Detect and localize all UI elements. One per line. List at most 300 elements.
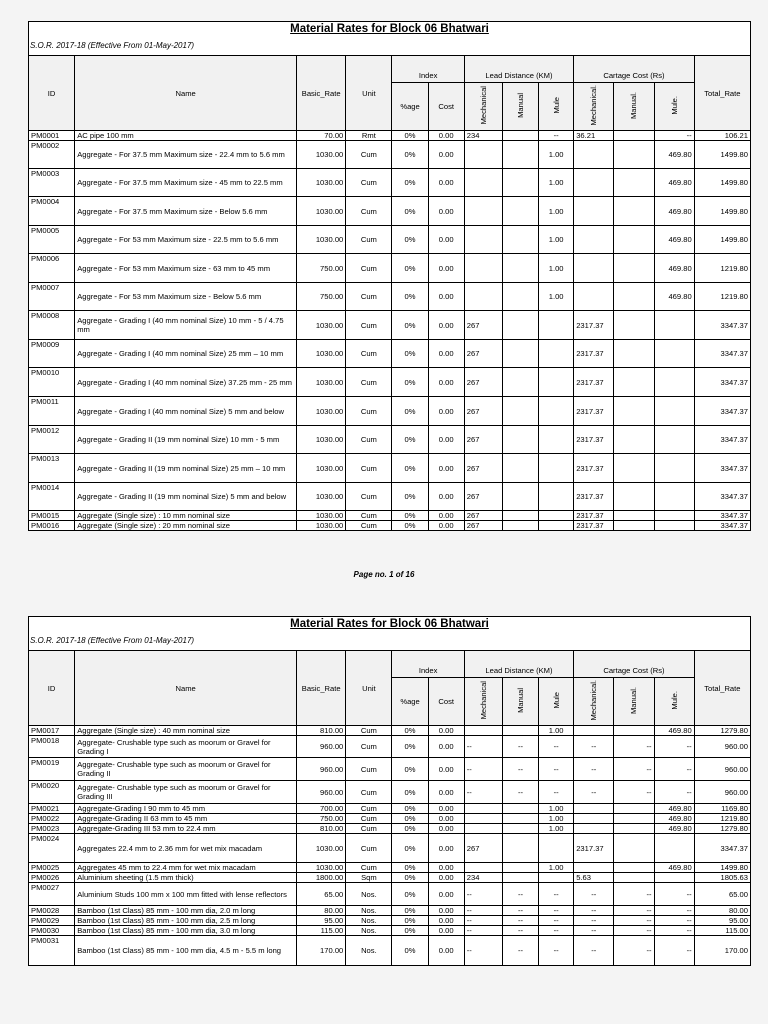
cell-unit: Cum (346, 781, 392, 804)
cell-percentage: 0% (392, 863, 428, 873)
cell-cartage-mule: -- (654, 926, 694, 936)
cell-cartage-mechanical: -- (574, 758, 614, 781)
cell-percentage: 0% (392, 834, 428, 863)
col-cartage-mule: Mule. (654, 83, 694, 131)
cell-unit: Nos. (346, 936, 392, 966)
cell-lead-mule (539, 454, 574, 483)
cell-basic-rate: 1030.00 (297, 311, 346, 340)
cell-id: PM0005 (29, 226, 75, 254)
cell-cartage-mechanical (574, 283, 614, 311)
cell-lead-mule: 1.00 (539, 141, 574, 169)
cell-id: PM0001 (29, 131, 75, 141)
cell-lead-mechanical: -- (464, 736, 502, 758)
cell-lead-mechanical (464, 726, 502, 736)
cell-name: Aggregates 45 mm to 22.4 mm for wet mix macadam (75, 863, 297, 873)
sor-note: S.O.R. 2017-18 (Effective From 01-May-2017) (30, 41, 195, 50)
cell-cartage-mule (654, 426, 694, 454)
cell-id: PM0011 (29, 397, 75, 426)
table-row (29, 906, 751, 916)
cell-basic-rate: 70.00 (297, 131, 346, 141)
cell-lead-mechanical: 234 (464, 873, 502, 883)
cell-lead-mechanical: -- (464, 926, 502, 936)
cell-cartage-mechanical: 2317.37 (574, 340, 614, 368)
col-basic-rate: Basic_Rate (297, 56, 346, 131)
cell-total-rate: 80.00 (694, 906, 750, 916)
cell-cartage-mule: 469.80 (654, 863, 694, 873)
cell-lead-mechanical (464, 863, 502, 873)
cell-lead-manual (502, 141, 538, 169)
cell-total-rate: 1805.63 (694, 873, 750, 883)
cell-total-rate: 3347.37 (694, 483, 750, 511)
cell-cartage-mule: -- (654, 936, 694, 966)
cell-lead-manual: -- (502, 758, 538, 781)
cell-id: PM0017 (29, 726, 75, 736)
cell-total-rate: 1499.80 (694, 863, 750, 873)
cell-cartage-mechanical (574, 804, 614, 814)
cell-lead-mechanical: 267 (464, 511, 502, 521)
cell-cartage-manual (614, 340, 654, 368)
cell-cartage-mule: -- (654, 906, 694, 916)
cell-cartage-manual (614, 804, 654, 814)
table-row (29, 141, 751, 169)
table-row (29, 521, 751, 531)
cell-cost: 0.00 (428, 131, 464, 141)
cell-id: PM0010 (29, 368, 75, 397)
cell-name: Aggregate - Grading II (19 mm nominal Size) 5 mm and below (75, 483, 297, 511)
col-percentage: %age (392, 678, 428, 726)
cell-basic-rate: 960.00 (297, 781, 346, 804)
cell-cost: 0.00 (428, 197, 464, 226)
cell-basic-rate: 1030.00 (297, 340, 346, 368)
cell-cartage-mule: -- (654, 916, 694, 926)
cell-lead-manual (502, 397, 538, 426)
cell-lead-mechanical: 267 (464, 834, 502, 863)
cell-lead-mechanical: 267 (464, 368, 502, 397)
cell-cost: 0.00 (428, 397, 464, 426)
cell-cartage-mechanical (574, 726, 614, 736)
cell-basic-rate: 1030.00 (297, 368, 346, 397)
cell-lead-mule: -- (539, 736, 574, 758)
cell-name: Aggregate - Grading I (40 mm nominal Size) 5 mm and below (75, 397, 297, 426)
col-id: ID (29, 56, 75, 131)
cell-cartage-manual: -- (614, 926, 654, 936)
group-index: Index (392, 651, 464, 678)
cell-lead-manual (502, 511, 538, 521)
cell-id: PM0028 (29, 906, 75, 916)
cell-cartage-manual (614, 397, 654, 426)
group-cartage-cost: Cartage Cost (Rs) (574, 56, 694, 83)
table-row (29, 226, 751, 254)
cell-lead-mule (539, 340, 574, 368)
col-cartage-manual: Manual. (614, 678, 654, 726)
cell-lead-manual: -- (502, 883, 538, 906)
cell-cartage-mule: 469.80 (654, 726, 694, 736)
cell-lead-manual (502, 368, 538, 397)
col-cartage-manual: Manual. (614, 83, 654, 131)
cell-lead-mechanical: 267 (464, 397, 502, 426)
cell-unit: Cum (346, 197, 392, 226)
cell-basic-rate: 810.00 (297, 726, 346, 736)
cell-unit: Cum (346, 726, 392, 736)
cell-cartage-mechanical: -- (574, 781, 614, 804)
cell-id: PM0025 (29, 863, 75, 873)
table-row (29, 511, 751, 521)
cell-percentage: 0% (392, 311, 428, 340)
cell-cost: 0.00 (428, 726, 464, 736)
table-row (29, 311, 751, 340)
table-row (29, 368, 751, 397)
cell-total-rate: 1499.80 (694, 197, 750, 226)
cell-basic-rate: 1030.00 (297, 834, 346, 863)
cell-lead-mule: 1.00 (539, 824, 574, 834)
cell-name: Bamboo (1st Class) 85 mm - 100 mm dia, 2.5 m long (75, 916, 297, 926)
cell-lead-mechanical: -- (464, 906, 502, 916)
cell-cartage-mechanical: 2317.37 (574, 521, 614, 531)
cell-basic-rate: 750.00 (297, 283, 346, 311)
cell-cartage-mule: -- (654, 883, 694, 906)
cell-lead-mule: 1.00 (539, 226, 574, 254)
cell-percentage: 0% (392, 883, 428, 906)
cell-basic-rate: 1030.00 (297, 397, 346, 426)
cell-id: PM0029 (29, 916, 75, 926)
cell-lead-mechanical: 234 (464, 131, 502, 141)
cell-lead-manual (502, 226, 538, 254)
col-name: Name (75, 56, 297, 131)
cell-percentage: 0% (392, 141, 428, 169)
table-row (29, 936, 751, 966)
table-row (29, 883, 751, 906)
cell-name: Aggregate- Crushable type such as moorum or Gravel for Grading III (75, 781, 297, 804)
cell-total-rate: 1279.80 (694, 824, 750, 834)
cell-id: PM0004 (29, 197, 75, 226)
cell-lead-mule (539, 368, 574, 397)
cell-lead-mechanical: -- (464, 758, 502, 781)
cell-cartage-mule (654, 521, 694, 531)
cell-total-rate: 170.00 (694, 936, 750, 966)
cell-percentage: 0% (392, 926, 428, 936)
cell-cost: 0.00 (428, 804, 464, 814)
cell-cartage-mule (654, 397, 694, 426)
col-lead-mechanical: Mechanical (464, 678, 502, 726)
table-row (29, 758, 751, 781)
cell-id: PM0014 (29, 483, 75, 511)
col-cost: Cost (428, 83, 464, 131)
cell-lead-mechanical: 267 (464, 340, 502, 368)
cell-id: PM0023 (29, 824, 75, 834)
cell-cost: 0.00 (428, 926, 464, 936)
cell-cartage-mule: -- (654, 758, 694, 781)
cell-lead-mule (539, 397, 574, 426)
cell-name: Aggregate - For 37.5 mm Maximum size - 45 mm to 22.5 mm (75, 169, 297, 197)
cell-id: PM0008 (29, 311, 75, 340)
cell-id: PM0020 (29, 781, 75, 804)
cell-id: PM0021 (29, 804, 75, 814)
cell-cartage-mule (654, 340, 694, 368)
cell-cartage-mechanical: 2317.37 (574, 834, 614, 863)
cell-lead-mule: -- (539, 916, 574, 926)
cell-cost: 0.00 (428, 340, 464, 368)
cell-cartage-manual (614, 521, 654, 531)
cell-percentage: 0% (392, 814, 428, 824)
col-cartage-mechanical: Mechanical. (574, 83, 614, 131)
cell-lead-mechanical (464, 141, 502, 169)
cell-cartage-manual (614, 426, 654, 454)
cell-basic-rate: 960.00 (297, 736, 346, 758)
cell-id: PM0019 (29, 758, 75, 781)
cell-cost: 0.00 (428, 758, 464, 781)
cell-basic-rate: 1030.00 (297, 141, 346, 169)
cell-cartage-mechanical: -- (574, 936, 614, 966)
cell-total-rate: 1169.80 (694, 804, 750, 814)
table-row (29, 254, 751, 283)
cell-name: Aggregate - Grading I (40 mm nominal Size) 37.25 mm - 25 mm (75, 368, 297, 397)
cell-name: Aluminium Studs 100 mm x 100 mm fitted with lense reflectors (75, 883, 297, 906)
cell-percentage: 0% (392, 873, 428, 883)
cell-cartage-mechanical: 2317.37 (574, 483, 614, 511)
cell-basic-rate: 1030.00 (297, 454, 346, 483)
cell-total-rate: 3347.37 (694, 521, 750, 531)
cell-lead-manual (502, 131, 538, 141)
cell-lead-manual: -- (502, 916, 538, 926)
cell-cartage-manual (614, 368, 654, 397)
cell-cartage-manual (614, 197, 654, 226)
cell-percentage: 0% (392, 169, 428, 197)
cell-name: Aggregate - Grading II (19 mm nominal Size) 25 mm – 10 mm (75, 454, 297, 483)
cell-cost: 0.00 (428, 883, 464, 906)
cell-id: PM0015 (29, 511, 75, 521)
cell-lead-mule (539, 426, 574, 454)
cell-lead-manual (502, 824, 538, 834)
cell-percentage: 0% (392, 521, 428, 531)
cell-cartage-manual: -- (614, 736, 654, 758)
cell-total-rate: 1499.80 (694, 226, 750, 254)
cell-basic-rate: 1030.00 (297, 863, 346, 873)
cell-name: Aggregate (Single size) : 20 mm nominal size (75, 521, 297, 531)
cell-name: Aggregate-Grading III 53 mm to 22.4 mm (75, 824, 297, 834)
cell-id: PM0022 (29, 814, 75, 824)
cell-cost: 0.00 (428, 254, 464, 283)
cell-unit: Cum (346, 511, 392, 521)
cell-basic-rate: 700.00 (297, 804, 346, 814)
cell-cartage-mule: 469.80 (654, 197, 694, 226)
cell-total-rate: 3347.37 (694, 834, 750, 863)
cell-cost: 0.00 (428, 814, 464, 824)
cell-lead-manual (502, 254, 538, 283)
cell-lead-mule: -- (539, 936, 574, 966)
cell-cost: 0.00 (428, 873, 464, 883)
cell-unit: Cum (346, 521, 392, 531)
table-row (29, 483, 751, 511)
cell-lead-mule: 1.00 (539, 197, 574, 226)
table-row (29, 283, 751, 311)
cell-percentage: 0% (392, 804, 428, 814)
cell-id: PM0002 (29, 141, 75, 169)
cell-lead-manual (502, 283, 538, 311)
cell-total-rate: 106.21 (694, 131, 750, 141)
cell-id: PM0009 (29, 340, 75, 368)
cell-cartage-mechanical (574, 197, 614, 226)
sor-note: S.O.R. 2017-18 (Effective From 01-May-2017) (30, 636, 195, 645)
col-lead-manual: Manual (502, 678, 538, 726)
cell-cartage-mule: 469.80 (654, 169, 694, 197)
cell-lead-manual (502, 311, 538, 340)
cell-percentage: 0% (392, 397, 428, 426)
cell-lead-manual (502, 521, 538, 531)
cell-cartage-mule: -- (654, 736, 694, 758)
cell-cost: 0.00 (428, 906, 464, 916)
cell-lead-mule (539, 521, 574, 531)
cell-unit: Cum (346, 254, 392, 283)
cell-unit: Cum (346, 368, 392, 397)
page-number: Page no. 1 of 16 (353, 570, 415, 579)
cell-cost: 0.00 (428, 426, 464, 454)
cell-cartage-manual (614, 169, 654, 197)
cell-total-rate: 960.00 (694, 781, 750, 804)
cell-id: PM0003 (29, 169, 75, 197)
cell-lead-mechanical (464, 197, 502, 226)
table-row (29, 916, 751, 926)
cell-lead-mule: -- (539, 906, 574, 916)
cell-lead-manual: -- (502, 936, 538, 966)
cell-percentage: 0% (392, 906, 428, 916)
cell-cartage-mechanical: 2317.37 (574, 368, 614, 397)
table-row (29, 781, 751, 804)
cell-name: Aggregate (Single size) : 10 mm nominal size (75, 511, 297, 521)
cell-id: PM0026 (29, 873, 75, 883)
cell-name: Bamboo (1st Class) 85 mm - 100 mm dia, 2.0 m long (75, 906, 297, 916)
cell-cost: 0.00 (428, 824, 464, 834)
cell-cartage-mechanical (574, 863, 614, 873)
cell-id: PM0030 (29, 926, 75, 936)
cell-lead-manual (502, 169, 538, 197)
cell-lead-manual (502, 340, 538, 368)
cell-lead-mule: 1.00 (539, 726, 574, 736)
cell-cartage-mule (654, 454, 694, 483)
cell-cartage-mule: 469.80 (654, 226, 694, 254)
cell-cartage-manual (614, 311, 654, 340)
cell-lead-mule (539, 873, 574, 883)
cell-cartage-mechanical (574, 814, 614, 824)
cell-percentage: 0% (392, 824, 428, 834)
cell-basic-rate: 1030.00 (297, 483, 346, 511)
sheet-header (28, 21, 751, 55)
cell-lead-manual (502, 814, 538, 824)
cell-lead-mechanical (464, 824, 502, 834)
col-cost: Cost (428, 678, 464, 726)
cell-cartage-mule: -- (654, 781, 694, 804)
cell-cartage-manual (614, 824, 654, 834)
cell-name: Aggregate - For 53 mm Maximum size - 63 mm to 45 mm (75, 254, 297, 283)
cell-total-rate: 3347.37 (694, 426, 750, 454)
cell-basic-rate: 1030.00 (297, 521, 346, 531)
cell-name: Aggregate- Crushable type such as moorum or Gravel for Grading II (75, 758, 297, 781)
cell-lead-manual (502, 873, 538, 883)
col-total-rate: Total_Rate (694, 56, 750, 131)
col-lead-mule: Mule (539, 678, 574, 726)
table-row (29, 863, 751, 873)
cell-cartage-mechanical: -- (574, 916, 614, 926)
cell-cartage-manual: -- (614, 758, 654, 781)
cell-cartage-mule (654, 311, 694, 340)
cell-unit: Cum (346, 736, 392, 758)
cell-cartage-manual (614, 511, 654, 521)
cell-unit: Nos. (346, 906, 392, 916)
cell-id: PM0006 (29, 254, 75, 283)
table-row (29, 397, 751, 426)
cell-cartage-manual (614, 454, 654, 483)
cell-name: Aggregate-Grading II 63 mm to 45 mm (75, 814, 297, 824)
group-index: Index (392, 56, 464, 83)
cell-percentage: 0% (392, 131, 428, 141)
cell-percentage: 0% (392, 936, 428, 966)
cell-total-rate: 3347.37 (694, 340, 750, 368)
cell-name: Aggregate - For 53 mm Maximum size - 22.5 mm to 5.6 mm (75, 226, 297, 254)
cell-lead-mule: 1.00 (539, 804, 574, 814)
cell-name: Aggregates 22.4 mm to 2.36 mm for wet mix macadam (75, 834, 297, 863)
cell-lead-mechanical (464, 254, 502, 283)
cell-unit: Cum (346, 283, 392, 311)
cell-unit: Sqm (346, 873, 392, 883)
cell-percentage: 0% (392, 916, 428, 926)
cell-lead-manual (502, 426, 538, 454)
cell-cost: 0.00 (428, 916, 464, 926)
cell-total-rate: 3347.37 (694, 368, 750, 397)
col-total-rate: Total_Rate (694, 651, 750, 726)
cell-cartage-manual (614, 863, 654, 873)
cell-cost: 0.00 (428, 736, 464, 758)
cell-cost: 0.00 (428, 521, 464, 531)
sheet-title: Material Rates for Block 06 Bhatwari (290, 23, 489, 35)
cell-name: Aggregate - For 53 mm Maximum size - Below 5.6 mm (75, 283, 297, 311)
cell-unit: Cum (346, 426, 392, 454)
cell-cartage-mechanical (574, 169, 614, 197)
cell-cartage-mule (654, 873, 694, 883)
cell-lead-mule (539, 311, 574, 340)
cell-total-rate: 1499.80 (694, 141, 750, 169)
table-row (29, 804, 751, 814)
group-lead-distance: Lead Distance (KM) (464, 651, 573, 678)
cell-lead-manual (502, 454, 538, 483)
cell-basic-rate: 810.00 (297, 824, 346, 834)
cell-percentage: 0% (392, 483, 428, 511)
cell-cost: 0.00 (428, 483, 464, 511)
cell-lead-mechanical (464, 169, 502, 197)
cell-unit: Cum (346, 834, 392, 863)
cell-cartage-mule: -- (654, 131, 694, 141)
cell-id: PM0024 (29, 834, 75, 863)
cell-lead-mule: 1.00 (539, 283, 574, 311)
cell-cartage-manual: -- (614, 883, 654, 906)
cell-cartage-mule (654, 483, 694, 511)
cell-total-rate: 1219.80 (694, 283, 750, 311)
cell-unit: Cum (346, 804, 392, 814)
cell-lead-mule: -- (539, 781, 574, 804)
cell-cartage-mechanical (574, 141, 614, 169)
cell-basic-rate: 80.00 (297, 906, 346, 916)
cell-unit: Nos. (346, 883, 392, 906)
cell-lead-mechanical (464, 814, 502, 824)
cell-lead-mule: -- (539, 883, 574, 906)
cell-lead-mechanical (464, 226, 502, 254)
cell-cartage-manual (614, 483, 654, 511)
cell-lead-mechanical: 267 (464, 521, 502, 531)
table-row (29, 197, 751, 226)
cell-percentage: 0% (392, 226, 428, 254)
cell-name: Aggregate - For 37.5 mm Maximum size - 22.4 mm to 5.6 mm (75, 141, 297, 169)
cell-cost: 0.00 (428, 141, 464, 169)
table-row (29, 454, 751, 483)
cell-cartage-mechanical: 2317.37 (574, 311, 614, 340)
